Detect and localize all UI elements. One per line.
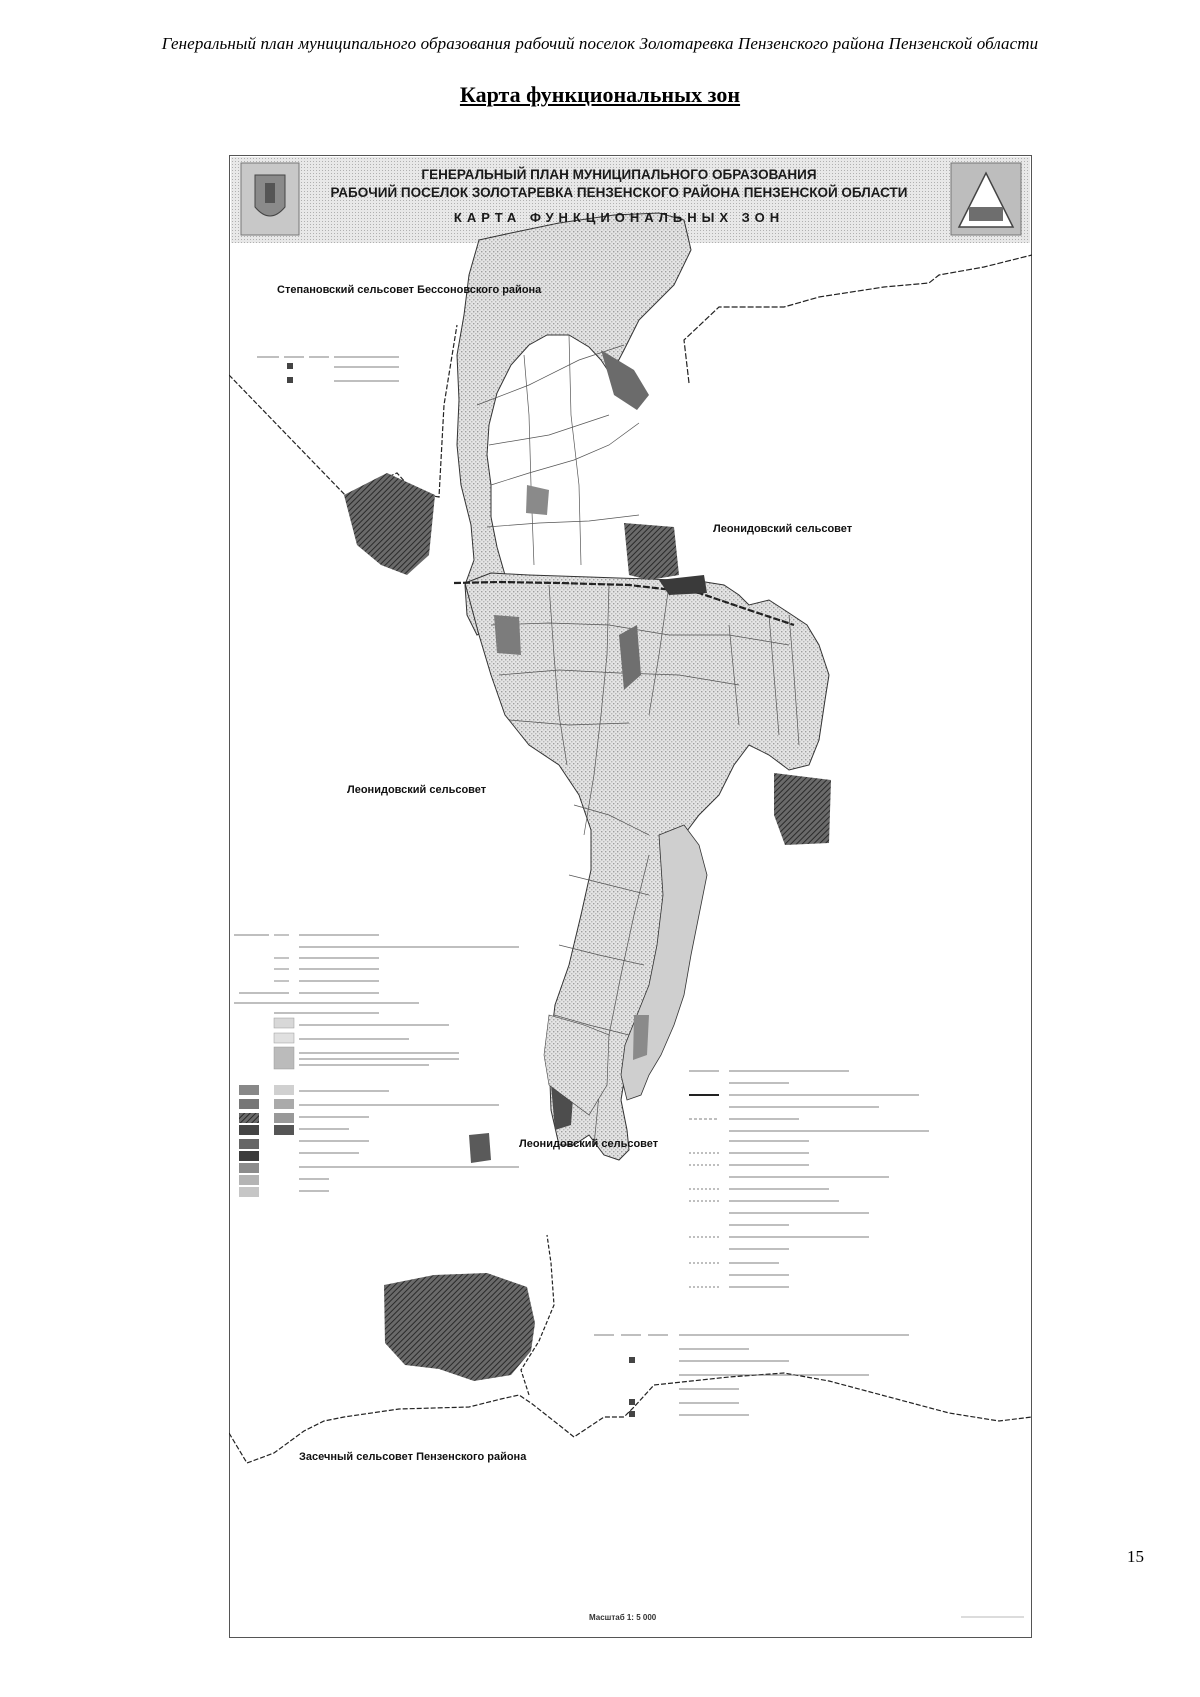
label-leonidovsky-south: Леонидовский сельсовет xyxy=(519,1138,659,1150)
zone-medium-7 xyxy=(526,485,549,515)
label-leonidovsky-east: Леонидовский сельсовет xyxy=(713,523,853,535)
map-graphics xyxy=(229,155,1032,1638)
zone-medium-2 xyxy=(494,615,521,655)
document-header: Генеральный план муниципального образования рабочий поселок Золотаревка Пензенского района Пензенской области xyxy=(161,34,1039,53)
zone-medium-6 xyxy=(633,1015,649,1060)
label-zasechny: Засечный сельсовет Пензенского района xyxy=(299,1451,527,1463)
page-number: 15 xyxy=(1127,1547,1144,1566)
label-leonidovsky-west: Леонидовский сельсовет xyxy=(347,784,487,796)
zone-far-south xyxy=(384,1273,535,1381)
banner-title-line-2: РАБОЧИЙ ПОСЕЛОК ЗОЛОТАРЕВКА ПЕНЗЕНСКОГО РАЙОНА ПЕНЗЕНСКОЙ ОБЛАСТИ xyxy=(330,185,908,200)
banner-map-name: КАРТА ФУНКЦИОНАЛЬНЫХ ЗОН xyxy=(453,210,785,225)
functional-zones-map xyxy=(229,155,1032,1638)
map-banner xyxy=(229,155,1032,245)
document-title: Карта функциональных зон xyxy=(459,82,741,107)
zone-isolated-east xyxy=(774,773,831,845)
zone-industrial-north xyxy=(624,523,679,580)
banner-title-line-1: ГЕНЕРАЛЬНЫЙ ПЛАН МУНИЦИПАЛЬНОГО ОБРАЗОВАНИЯ xyxy=(421,167,817,182)
label-stepanovsky: Степановский сельсовет Бессоновского района xyxy=(277,284,542,296)
zone-medium-5 xyxy=(469,1133,491,1163)
map-scale: Масштаб 1: 5 000 xyxy=(589,1613,657,1622)
